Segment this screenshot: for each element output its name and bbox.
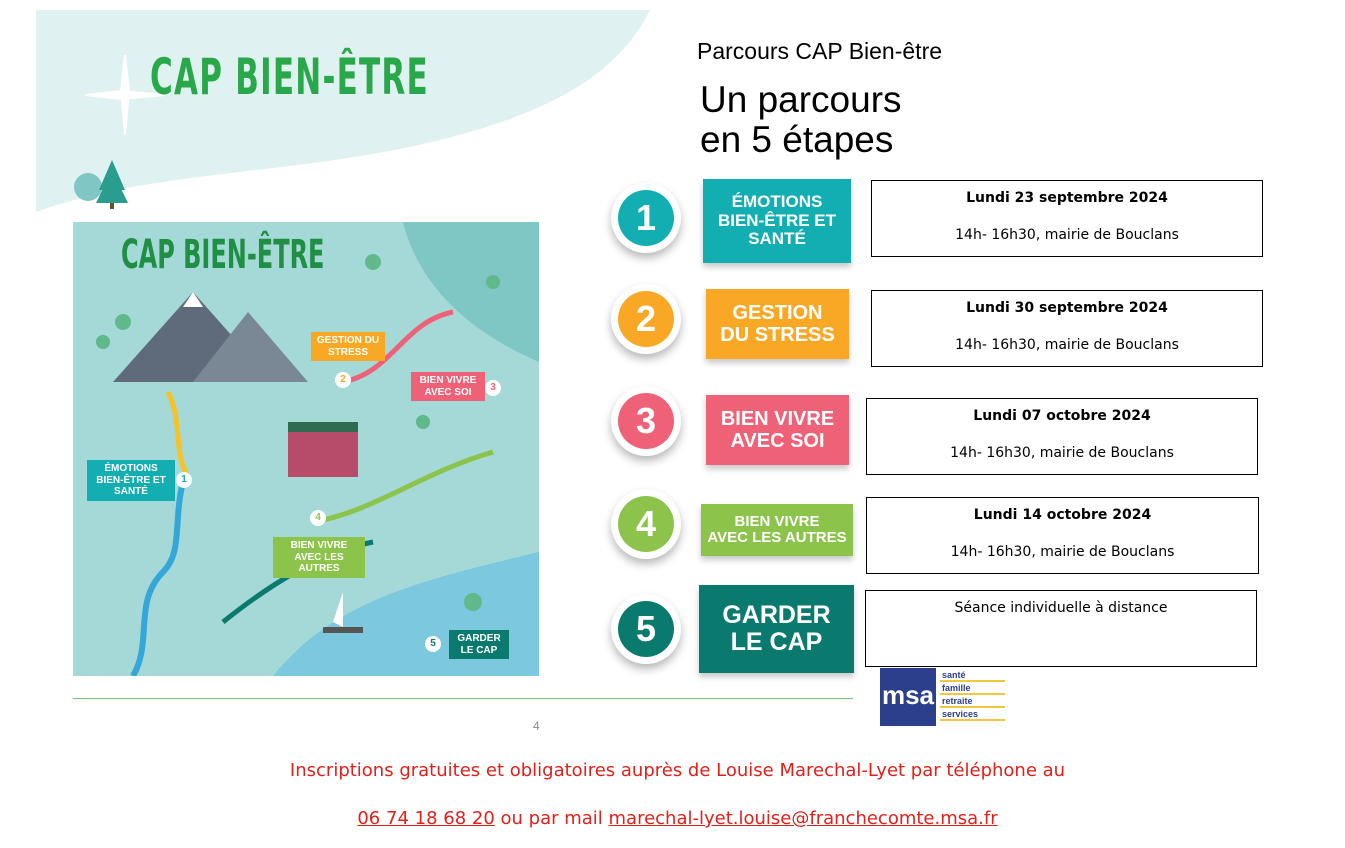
- step-2-label: [706, 289, 849, 359]
- step-3-number: 3: [618, 393, 674, 449]
- divider-line: [73, 698, 853, 699]
- poster-step-5: GARDER LE CAP: [449, 630, 509, 659]
- phone-link[interactable]: 06 74 18 68 20: [357, 808, 495, 829]
- email-link[interactable]: marechal-lyet.louise@franchecomte.msa.fr: [608, 808, 998, 829]
- step-5-label-line2: LE CAP: [730, 628, 823, 656]
- poster-num-3: 3: [485, 380, 501, 396]
- cap-bien-etre-logo: CAP BIEN-ÊTRE: [150, 48, 429, 106]
- msa-line-4: services: [942, 709, 979, 719]
- poster-step-4: BIEN VIVRE AVEC LES AUTRES: [273, 537, 365, 578]
- step-3-info-box: [866, 398, 1258, 475]
- step-1-place: 14h- 16h30, mairie de Bouclans: [955, 227, 1179, 243]
- step-2-label-line2: DU STRESS: [720, 324, 835, 346]
- step-3-label-line1: BIEN VIVRE: [720, 408, 835, 430]
- poster-step-3: BIEN VIVRE AVEC SOI: [411, 372, 485, 401]
- step-5-note: Séance individuelle à distance: [954, 600, 1168, 616]
- poster-map: [73, 222, 539, 676]
- step-5-info-box: [865, 590, 1257, 667]
- msa-logo: [880, 668, 1006, 726]
- step-4-label: [701, 504, 853, 556]
- msa-logo-letters: msa: [881, 680, 935, 710]
- page-number: 4: [533, 719, 540, 733]
- step-1-label-line2: BIEN-ÊTRE ET: [717, 210, 837, 230]
- trees-icon: [70, 155, 140, 210]
- step-4-circle: [611, 489, 681, 559]
- step-3-label: [706, 395, 849, 465]
- step-5-circle: [611, 594, 681, 664]
- step-3-circle: [611, 386, 681, 456]
- step-5-label-line1: GARDER: [722, 600, 831, 629]
- footer-line1: Inscriptions gratuites et obligatoires auprès de Louise Marechal-Lyet par téléphone au: [289, 760, 1066, 781]
- step-3-date: Lundi 07 octobre 2024: [973, 408, 1151, 424]
- step-1-number: 1: [618, 190, 674, 246]
- msa-line-2: famille: [942, 683, 971, 693]
- step-1-info-box: [871, 180, 1263, 257]
- poster-num-5: 5: [425, 636, 441, 652]
- step-4-label-line2: AVEC LES AUTRES: [707, 529, 847, 546]
- msa-line-3: retraite: [942, 696, 973, 706]
- step-4-label-line1: BIEN VIVRE: [734, 512, 820, 530]
- top-title: Parcours CAP Bien-être: [697, 38, 943, 64]
- poster-num-2: 2: [335, 372, 351, 388]
- poster-num-1: 1: [176, 472, 192, 488]
- step-3-label-line2: AVEC SOI: [730, 430, 825, 452]
- step-4-place: 14h- 16h30, mairie de Bouclans: [950, 544, 1175, 560]
- step-4-date: Lundi 14 octobre 2024: [973, 507, 1152, 523]
- main-title: [700, 80, 902, 160]
- step-2-label-line1: GESTION: [732, 302, 823, 324]
- footer-middle-text: ou par mail: [494, 808, 609, 829]
- step-5-label: [699, 585, 854, 673]
- main-title-line1: Un parcours: [700, 79, 902, 120]
- msa-line-1: santé: [942, 670, 966, 680]
- step-3-place: 14h- 16h30, mairie de Bouclans: [950, 445, 1174, 461]
- step-1-circle: [611, 183, 681, 253]
- step-2-place: 14h- 16h30, mairie de Bouclans: [955, 337, 1179, 353]
- step-1-date: Lundi 23 septembre 2024: [966, 190, 1168, 206]
- step-1-label: [703, 179, 851, 263]
- footer-line2: [0, 808, 1345, 829]
- poster-step-2: GESTION DU STRESS: [311, 332, 385, 361]
- step-1-label-line3: SANTÉ: [748, 229, 806, 249]
- main-title-line2: en 5 étapes: [700, 119, 894, 160]
- poster-step-1: ÉMOTIONS BIEN-ÊTRE ET SANTÉ: [87, 460, 175, 501]
- step-2-circle: [611, 284, 681, 354]
- step-1-label-line1: ÉMOTIONS: [731, 191, 823, 211]
- step-2-number: 2: [618, 291, 674, 347]
- step-2-date: Lundi 30 septembre 2024: [966, 300, 1168, 316]
- poster-logo: CAP BIEN-ÊTRE: [121, 232, 325, 278]
- step-5-number: 5: [618, 601, 674, 657]
- step-2-info-box: [871, 290, 1263, 367]
- step-4-number: 4: [618, 496, 674, 552]
- step-4-info-box: [866, 497, 1259, 574]
- poster-num-4: 4: [310, 510, 326, 526]
